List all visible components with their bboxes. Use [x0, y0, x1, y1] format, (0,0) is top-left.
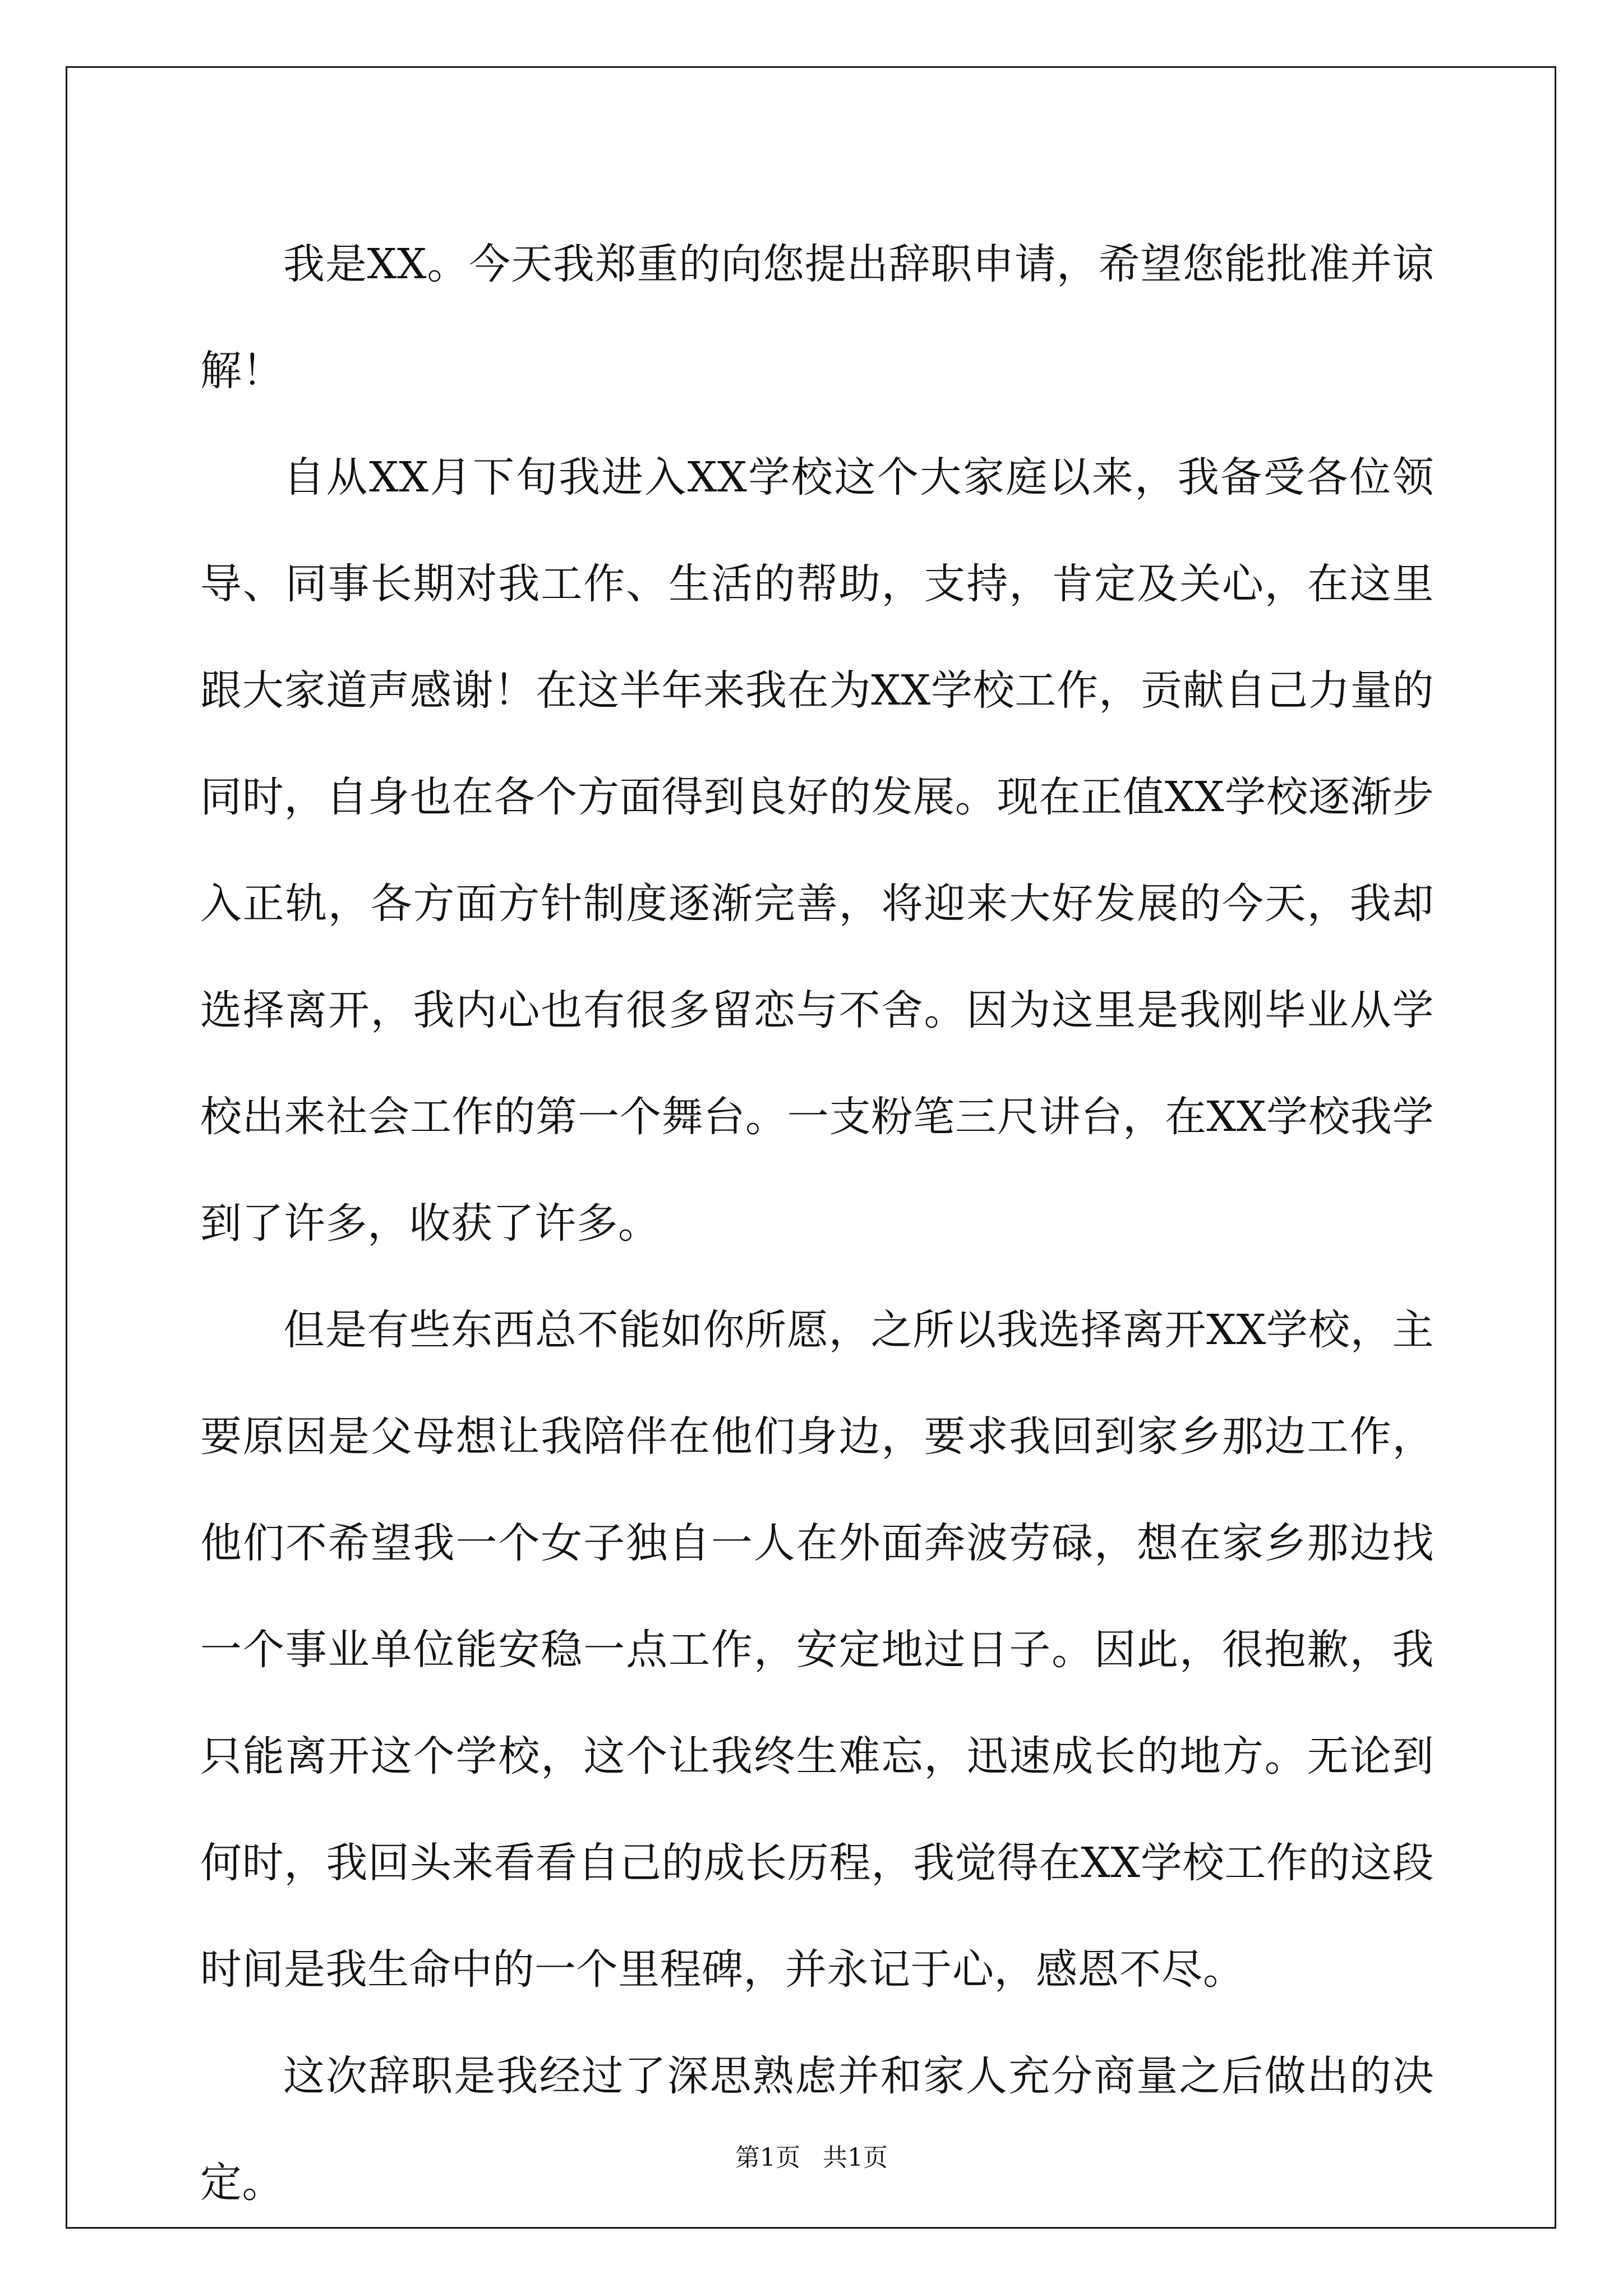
paragraph-4: 这次辞职是我经过了深思熟虑并和家人充分商量之后做出的决定。 — [200, 2052, 1434, 2207]
page-number: 第1页 — [735, 2143, 800, 2172]
document-body — [200, 211, 1434, 2236]
page-total: 共1页 — [823, 2143, 888, 2172]
paragraph-1: 我是XX。今天我郑重的向您提出辞职申请，希望您能批准并谅解！ — [200, 240, 1434, 395]
paragraph-2: 自从XX月下旬我进入XX学校这个大家庭以来，我备受各位领导、同事长期对我工作、生活的帮助，支持，肯定及关心，在这里跟大家道声感谢！在这半年来我在为XX学校工作，贡献自己力量的同时，自身也在各个方面得到良好的发展。现在正值XX学校逐渐步入正轨，各方面方针制度逐渐完善，将迎来大好发展的今天，我却选择离开，我内心也有很多留恋与不舍。因为这里是我刚毕业从学校出来社会工作的第一个舞台。一支粉笔三尺讲台，在XX学校我学到了许多，收获了许多。 — [200, 453, 1434, 1248]
paragraph-3: 但是有些东西总不能如你所愿，之所以我选择离开XX学校，主要原因是父母想让我陪伴在他们身边，要求我回到家乡那边工作，他们不希望我一个女子独自一人在外面奔波劳碌，想在家乡那边找一个事业单位能安稳一点工作，安定地过日子。因此，很抱歉，我只能离开这个学校，这个让我终生难忘，迅速成长的地方。无论到何时，我回头来看看自己的成长历程，我觉得在XX学校工作的这段时间是我生命中的一个里程碑，并永记于心，感恩不尽。 — [200, 1306, 1434, 1994]
page-footer — [0, 2137, 1623, 2173]
